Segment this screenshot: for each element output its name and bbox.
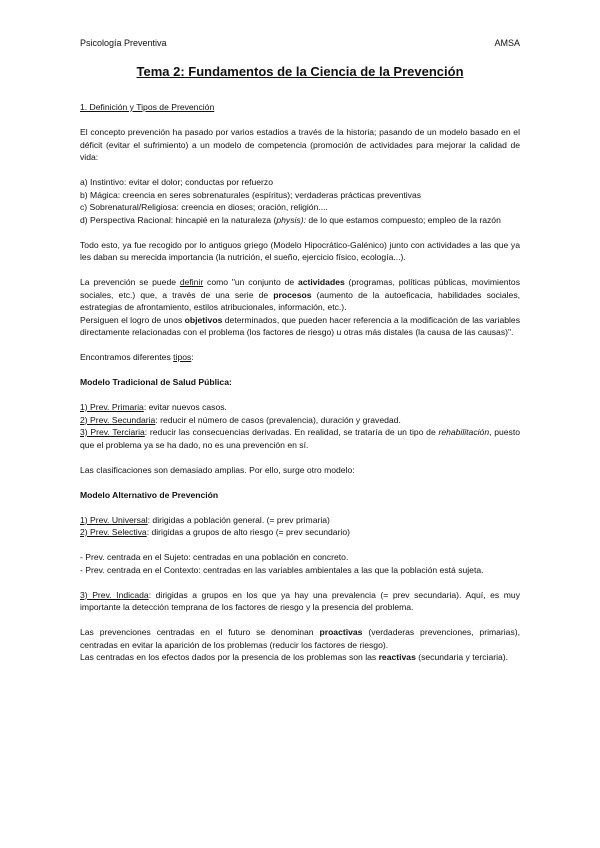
list-item: b) Mágica: creencia en seres sobrenaturales (espíritus); verdaderas prácticas preventivas [80,189,422,200]
section-heading: 1. Definición y Tipos de Prevención [80,102,215,112]
document-body [80,101,520,664]
modelo-tradicional-heading: Modelo Tradicional de Salud Pública: [80,377,232,387]
prev-sujeto: - Prev. centrada en el Sujeto: centradas en una población en concreto. [80,552,349,562]
intro-paragraph: El concepto prevención ha pasado por varios estadios a través de la historia; pasando de un modelo basado en el déficit (evitar el sufrimiento) a un modelo de competencia (promoción de actividades para mejorar la calidad de vida: [80,127,520,162]
list-item: a) Instintivo: evitar el dolor; conductas por refuerzo [80,177,273,187]
classification-note: Las clasificaciones son demasiado amplias. Por ello, surge otro modelo: [80,464,355,475]
list-item: d) Perspectiva Racional: hincapié en la naturaleza (physis): de lo que estamos compuesto; empleo de la razón [80,214,501,225]
prev-primaria: 1) Prev. Primaria: evitar nuevos casos. [80,402,227,412]
prev-secundaria: 2) Prev. Secundaria: reducir el número de casos (prevalencia), duración y gravedad. [80,414,401,425]
greek-paragraph: Todo esto, ya fue recogido por lo antiguos griego (Modelo Hipocrático-Galénico) junto con actividades a las que ya les daban su merecida importancia (la nutrición, el sueño, ejercicio físico, ecología...). [80,239,520,262]
header-course: Psicología Preventiva [80,38,167,48]
prev-terciaria: 3) Prev. Terciaria: reducir las consecuencias derivadas. En realidad, se trataría de un tipo de rehabilitación, puesto que el problema ya se ha dado, no es una prevención en sí. [80,427,520,450]
prev-selectiva: 2) Prev. Selectiva: dirigidas a grupos de alto riesgo (= prev secundario) [80,527,350,537]
definition-paragraph: La prevención se puede definir como "un conjunto de actividades (programas, políticas públicas, movimientos sociales, etc.) que, a través de una serie de procesos (aumento de la autoeficacia, habilidades sociales, estrategias de afrontamiento, estilos atribucionales, información, etc.). [80,277,520,312]
reactivas-paragraph: Las centradas en los efectos dados por la presencia de los problemas son las reactivas (secundaria y terciaria). [80,652,509,662]
page-title: Tema 2: Fundamentos de la Ciencia de la Prevención [136,64,464,79]
prev-indicada: 3) Prev. Indicada: dirigidas a grupos en los que ya hay una prevalencia (= prev secundaria). Aquí, es muy importante la detección temprana de los factores de riesgo y la presencia del problema. [80,589,521,612]
tipos-line: Encontramos diferentes tipos: [80,352,194,362]
objectives-paragraph: Persiguen el logro de unos objetivos determinados, que pueden hacer referencia a la modificación de las variables directamente relacionadas con el problema (los factores de riesgo) u otras más distales (la causa de las causas)". [80,314,520,337]
modelo-alternativo-heading: Modelo Alternativo de Prevención [80,489,219,500]
header-author: AMSA [494,38,520,48]
proactivas-paragraph: Las prevenciones centradas en el futuro se denominan proactivas (verdaderas prevenciones, primarias), centradas en evitar la aparición de los problemas (reducir los factores de riesgo). [80,627,521,650]
prev-contexto: - Prev. centrada en el Contexto: centradas en las variables ambientales a las que la población está sujeta. [80,564,484,575]
list-item: c) Sobrenatural/Religiosa: creencia en dioses; oración, religión.... [80,202,328,212]
prev-universal: 1) Prev. Universal: dirigidas a población general. (= prev primaria) [80,514,330,525]
